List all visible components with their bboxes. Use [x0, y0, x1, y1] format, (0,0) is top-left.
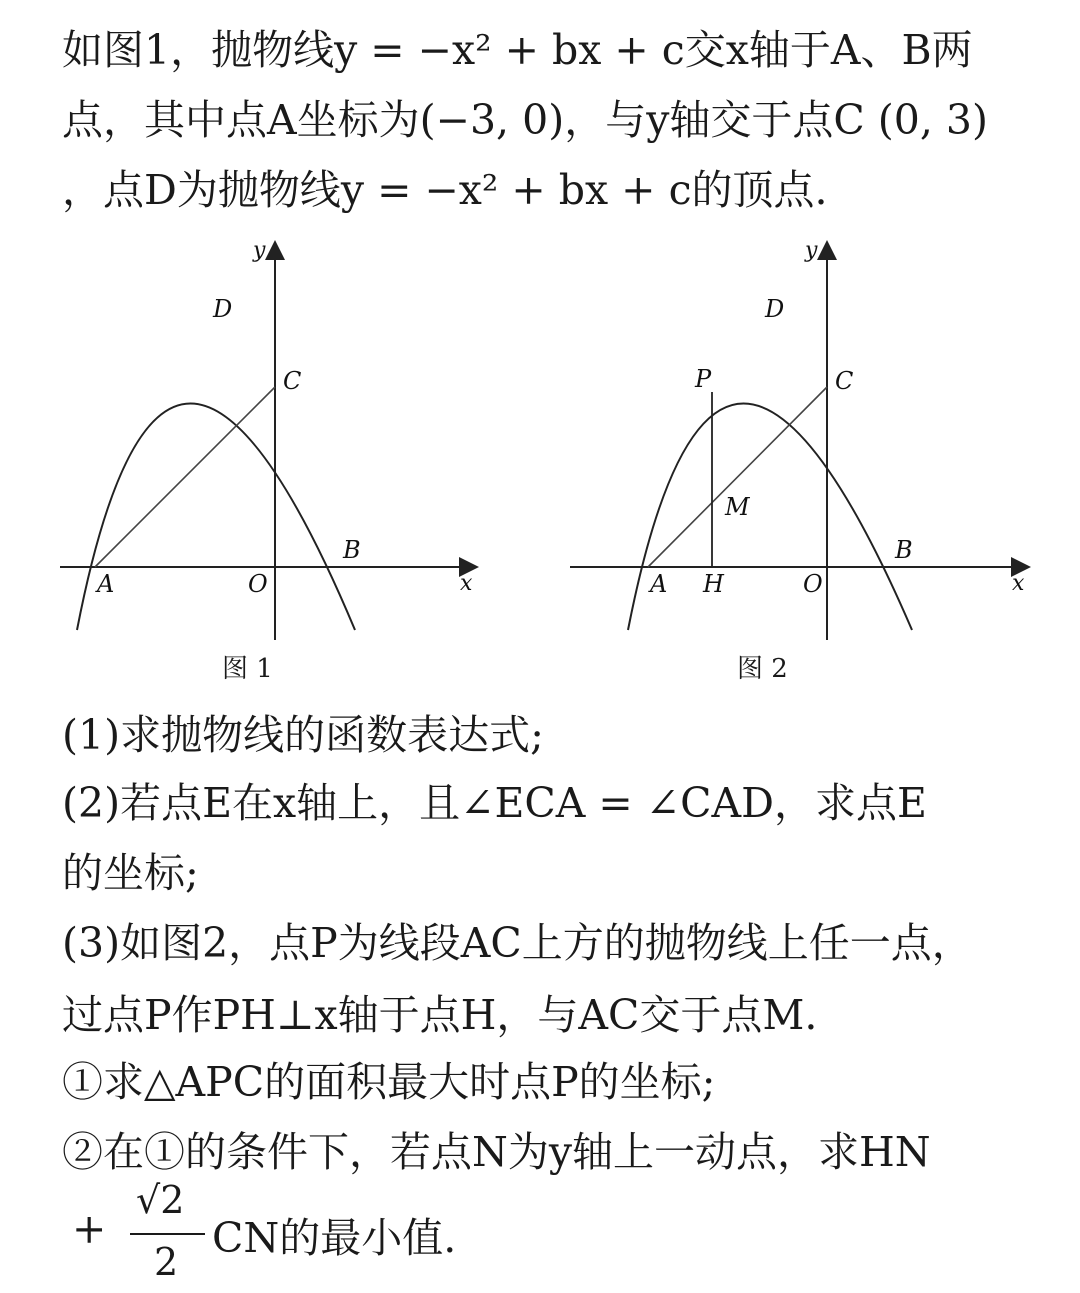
label-x: x: [1012, 571, 1025, 596]
question-3-sub-2-line-1: ②在①的条件下，若点N为y轴上一动点，求HN: [62, 1128, 931, 1176]
plus-sign: +: [72, 1205, 107, 1253]
label-c: C: [835, 367, 854, 395]
segment-ac: [95, 387, 275, 567]
figure-2-caption: 图 2: [737, 654, 788, 684]
label-y: y: [805, 238, 818, 263]
question-3-line-2: 过点P作PH⊥x轴于点H，与AC交于点M.: [62, 991, 818, 1039]
parabola-curve: [77, 404, 355, 631]
question-2-line-2: 的坐标;: [62, 849, 199, 897]
label-m: M: [725, 493, 750, 521]
fraction-denominator: 2: [154, 1240, 179, 1284]
label-h: H: [703, 570, 724, 598]
problem-line-1: 如图1，抛物线y = −x² + bx + c交x轴于A、B两: [62, 26, 973, 74]
label-b: B: [343, 536, 361, 564]
label-p: P: [695, 365, 712, 393]
label-d: D: [213, 295, 233, 323]
question-2-line-1: (2)若点E在x轴上，且∠ECA = ∠CAD，求点E: [62, 779, 927, 827]
fraction-bar: [130, 1233, 205, 1235]
figure-1-graph: [55, 232, 485, 642]
parabola-curve: [628, 404, 912, 631]
segment-ac: [648, 387, 827, 567]
problem-line-2: 点，其中点A坐标为(−3, 0)，与y轴交于点C (0, 3): [62, 96, 988, 144]
label-a: A: [650, 570, 668, 598]
question-3-line-1: (3)如图2，点P为线段AC上方的抛物线上任一点，: [62, 919, 973, 967]
question-3-sub-2-line-2: CN的最小值.: [212, 1214, 457, 1262]
label-b: B: [895, 536, 913, 564]
label-y: y: [253, 238, 266, 263]
label-a: A: [97, 570, 115, 598]
figure-2-graph: [565, 232, 1035, 642]
label-o: O: [248, 570, 268, 598]
question-3-sub-1: ①求△APC的面积最大时点P的坐标;: [62, 1058, 716, 1106]
label-o: O: [803, 570, 823, 598]
label-x: x: [460, 571, 473, 596]
problem-line-3: ，点D为抛物线y = −x² + bx + c的顶点.: [62, 166, 828, 214]
fraction-numerator: √2: [136, 1178, 185, 1222]
label-c: C: [283, 367, 302, 395]
label-d: D: [765, 295, 785, 323]
figure-1-caption: 图 1: [222, 654, 273, 684]
question-1: (1)求抛物线的函数表达式;: [62, 711, 544, 759]
